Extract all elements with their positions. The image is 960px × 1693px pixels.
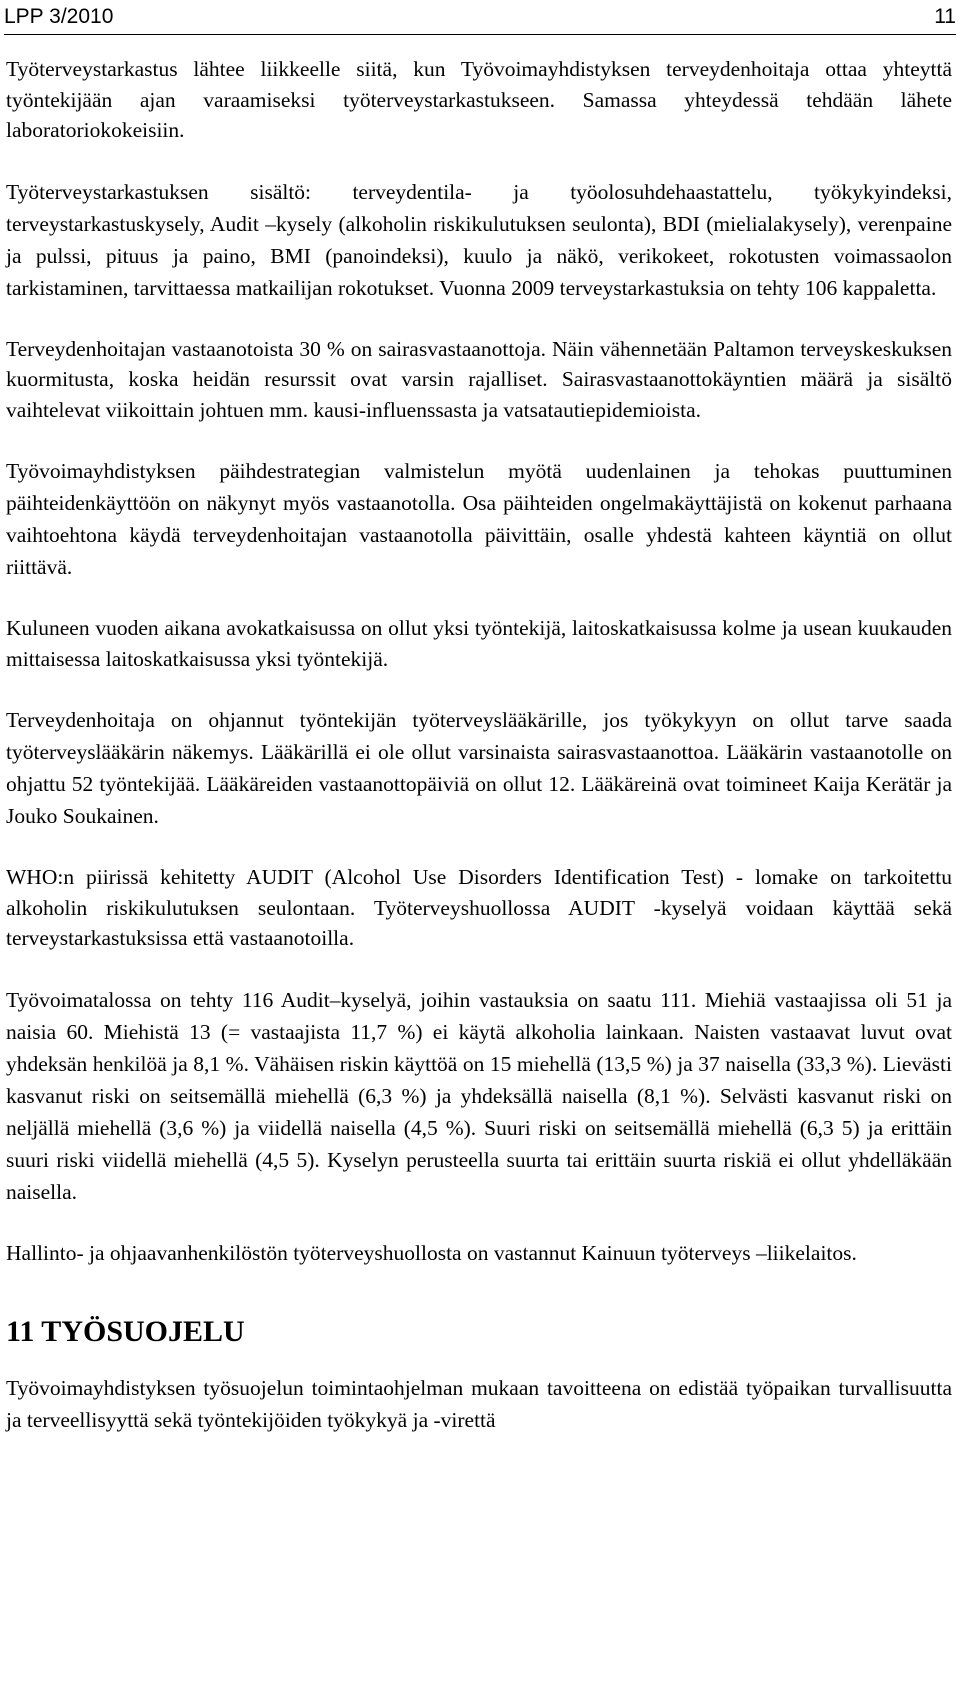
document-id: LPP 3/2010 [4, 5, 114, 28]
page-header [4, 4, 956, 34]
paragraph-health-check-content: Työterveystarkastuksen sisältö: terveydentila- ja työolosuhdehaastattelu, työkykyindeksi, terveystarkastuskysely, Audit –kysely (alkoholin riskikulutuksen seulonta), BDI (mielialakysely), verenpaine ja pulssi, pituus ja paino, BMI (panoindeksi), kuulo ja näkö, verikokeet, rokotusten voimassaolon tarkistaminen, tarvittaessa matkailijan rokotukset. Vuonna 2009 terveystarkastuksia on tehty 106 kappaletta. [6, 179, 952, 300]
paragraph-sick-visits: Terveydenhoitajan vastaanotoista 30 % on sairasvastaanottoja. Näin vähennetään Paltamon terveyskeskuksen kuormitusta, koska heidän resurssit ovat varsin rajalliset. Sairasvastaanottokäyntien määrä ja sisältö vaihtelevat viikoittain johtuen mm. kausi-influenssasta ja vatsatautiepidemioista. [6, 336, 952, 422]
paragraph-admin-staff: Hallinto- ja ohjaavanhenkilöstön työterveyshuollosta on vastannut Kainuun työterveys –liikelaitos. [6, 1240, 857, 1265]
header-rule [4, 34, 956, 35]
page-number: 11 [934, 5, 956, 28]
paragraph-health-check-start: Työterveystarkastus lähtee liikkeelle siitä, kun Työvoimayhdistyksen terveydenhoitaja ottaa yhteyttä työntekijään ajan varaamiseksi työterveystarkastukseen. Samassa yhteydessä tehdään lähete laboratoriokokeisiin. [6, 57, 952, 142]
paragraph-substance-strategy: Työvoimayhdistyksen päihdestrategian valmistelun myötä uudenlainen ja tehokas puuttuminen päihteidenkäyttöön on näkynyt myös vastaanotolla. Osa päihteiden ongelmakäyttäjistä on kokenut parhaana vaihtoehtona käydä terveydenhoitajan vastaanotolla päivittäin, osalle yhdestä kahteen käyntiä on ollut riittävä. [6, 459, 952, 579]
section-heading: 11 TYÖSUOJELU [6, 1315, 245, 1348]
paragraph-physician-referrals: Terveydenhoitaja on ohjannut työntekijän työterveyslääkärille, jos työkykyyn on ollut tarve saada työterveyslääkärin näkemys. Lääkärillä ei ole ollut varsinaista sairasvastaanottoa. Lääkärin vastaanotolle on ohjattu 52 työntekijää. Lääkäreiden vastaanottopäiviä on ollut 12. Lääkäreinä ovat toimineet Kaija Kerätär ja Jouko Soukainen. [6, 708, 952, 828]
paragraph-safety-intro: Työvoimayhdistyksen työsuojelun toimintaohjelman mukaan tavoitteena on edistää työpaikan turvallisuutta ja terveellisyyttä sekä työntekijöiden työkykyä ja -virettä [6, 1376, 952, 1432]
paragraph-audit-description: WHO:n piirissä kehitetty AUDIT (Alcohol Use Disorders Identification Test) - lomake on tarkoitettu alkoholin riskikulutuksen seulontaan. Työterveyshuollossa AUDIT -kyselyä voidaan käyttää sekä terveystarkastuksissa että vastaanotoilla. [6, 865, 952, 950]
paragraph-audit-results: Työvoimatalossa on tehty 116 Audit–kyselyä, joihin vastauksia on saatu 111. Miehiä vastaajissa oli 51 ja naisia 60. Miehistä 13 (= vastaajista 11,7 %) ei käytä alkoholia lainkaan. Naisten vastaavat luvut ovat yhdeksän henkilöä ja 8,1 %. Vähäisen riskin käyttöä on 15 miehellä (13,5 %) ja 37 naisella (33,3 %). Lievästi kasvanut riski on seitsemällä miehellä (6,3 %) ja yhdeksällä naisella (8,1 %). Selvästi kasvanut riski on neljällä miehellä (3,6 %) ja viidellä naisella (4,5 %). Suuri riski on seitsemällä miehellä (6,3 5) ja erittäin suuri riski viidellä miehellä (4,5 5). Kyselyn perusteella suurta tai erittäin suurta riskiä ei ollut yhdelläkään naisella. [6, 987, 952, 1204]
paragraph-detox: Kuluneen vuoden aikana avokatkaisussa on ollut yksi työntekijä, laitoskatkaisussa kolme ja usean kuukauden mittaisessa laitoskatkaisussa yksi työntekijä. [6, 616, 952, 671]
page-body [6, 54, 952, 1436]
